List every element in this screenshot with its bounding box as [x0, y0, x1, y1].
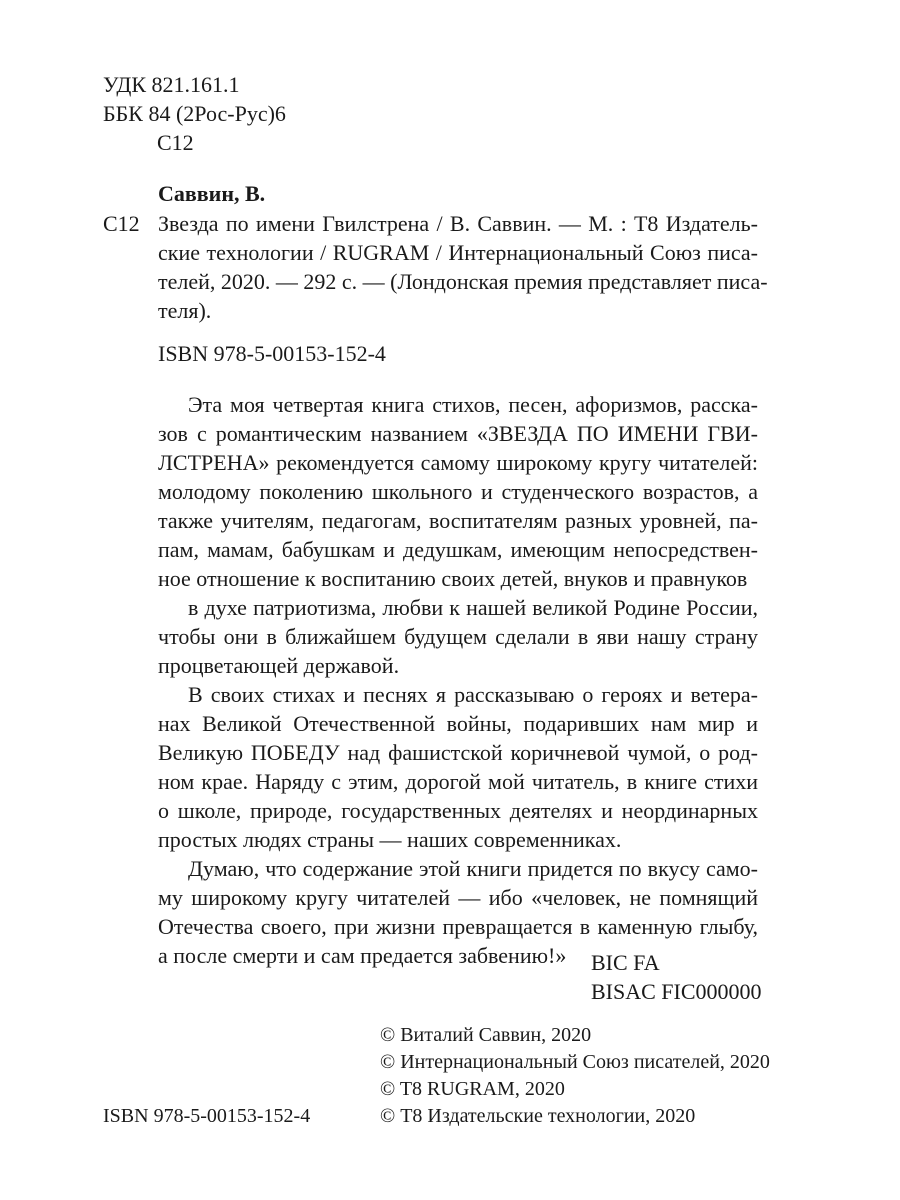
- annotation-line: нах Великой Отечественной войны, подаривших нам мир и: [158, 711, 758, 736]
- annotation-line: ное отношение к воспитанию своих детей, внуков и правнуков: [158, 566, 748, 591]
- annotation-line: му широкому кругу читателей — ибо «человек, не помнящий: [158, 885, 758, 910]
- isbn-footer: ISBN 978-5-00153-152-4: [103, 1105, 311, 1127]
- biblio-line: телей, 2020. — 292 с. — (Лондонская премия представляет писа-: [158, 269, 768, 294]
- copyright-line: © Интернациональный Союз писателей, 2020: [380, 1051, 770, 1073]
- bbk-code: ББК 84 (2Рос-Рус)6: [103, 101, 286, 126]
- annotation: [158, 390, 758, 970]
- copyright-line: © Виталий Саввин, 2020: [380, 1024, 592, 1046]
- annotation-line: Великую ПОБЕДУ над фашистской коричневой чумой, о род-: [158, 740, 758, 765]
- isbn: ISBN 978-5-00153-152-4: [158, 341, 386, 366]
- annotation-line: в духе патриотизма, любви к нашей великой Родине России,: [188, 595, 758, 620]
- annotation-line: чтобы они в ближайшем будущем сделали в яви нашу страну: [158, 624, 758, 649]
- annotation-line: ЛСТРЕНА» рекомендуется самому широкому кругу читателей:: [158, 450, 758, 475]
- annotation-line: а после смерти и сам предается забвению!»: [158, 943, 567, 968]
- annotation-line: Эта моя четвертая книга стихов, песен, афоризмов, расска-: [188, 392, 758, 417]
- biblio-line: Звезда по имени Гвилстрена / В. Саввин. — М. : Т8 Издатель-: [158, 211, 758, 236]
- subject-codes: [591, 948, 762, 1006]
- annotation-line: В своих стихах и песнях я рассказываю о героях и ветера-: [188, 682, 758, 707]
- annotation-line: ном крае. Наряду с этим, дорогой мой читатель, в книге стихи: [158, 769, 758, 794]
- biblio-line: теля).: [158, 298, 212, 323]
- annotation-line: также учителям, педагогам, воспитателям разных уровней, па-: [158, 508, 758, 533]
- annotation-line: Отечества своего, при жизни превращается в каменную глыбу,: [158, 914, 758, 939]
- bic-code: BIC FA: [591, 950, 660, 975]
- annotation-line: Думаю, что содержание этой книги придется по вкусу само-: [188, 856, 758, 881]
- author-mark-record: С12: [103, 211, 140, 236]
- copyright-block: [380, 1022, 770, 1130]
- annotation-line: о школе, природе, государственных деятелях и неординарных: [158, 798, 758, 823]
- annotation-line: молодому поколению школьного и студенческого возрастов, а: [158, 479, 758, 504]
- udk-code: УДК 821.161.1: [103, 72, 240, 97]
- copyright-line: © Т8 Издательские технологии, 2020: [380, 1105, 696, 1127]
- annotation-line: простых людях страны — наших современниках.: [158, 827, 622, 852]
- author-name: Саввин, В.: [158, 181, 266, 206]
- copyright-line: © T8 RUGRAM, 2020: [380, 1078, 565, 1100]
- classification-block: [103, 70, 286, 157]
- bisac-code: BISAC FIC000000: [591, 979, 762, 1004]
- biblio-line: ские технологии / RUGRAM / Интернациональный Союз писа-: [158, 240, 758, 265]
- bibliographic-description: [158, 209, 768, 325]
- author-mark: С12: [157, 130, 194, 155]
- annotation-line: процветающей державой.: [158, 653, 400, 678]
- annotation-line: пам, мамам, бабушкам и дедушкам, имеющим непосредствен-: [158, 537, 758, 562]
- annotation-line: зов с романтическим названием «ЗВЕЗДА ПО ИМЕНИ ГВИ-: [158, 421, 758, 446]
